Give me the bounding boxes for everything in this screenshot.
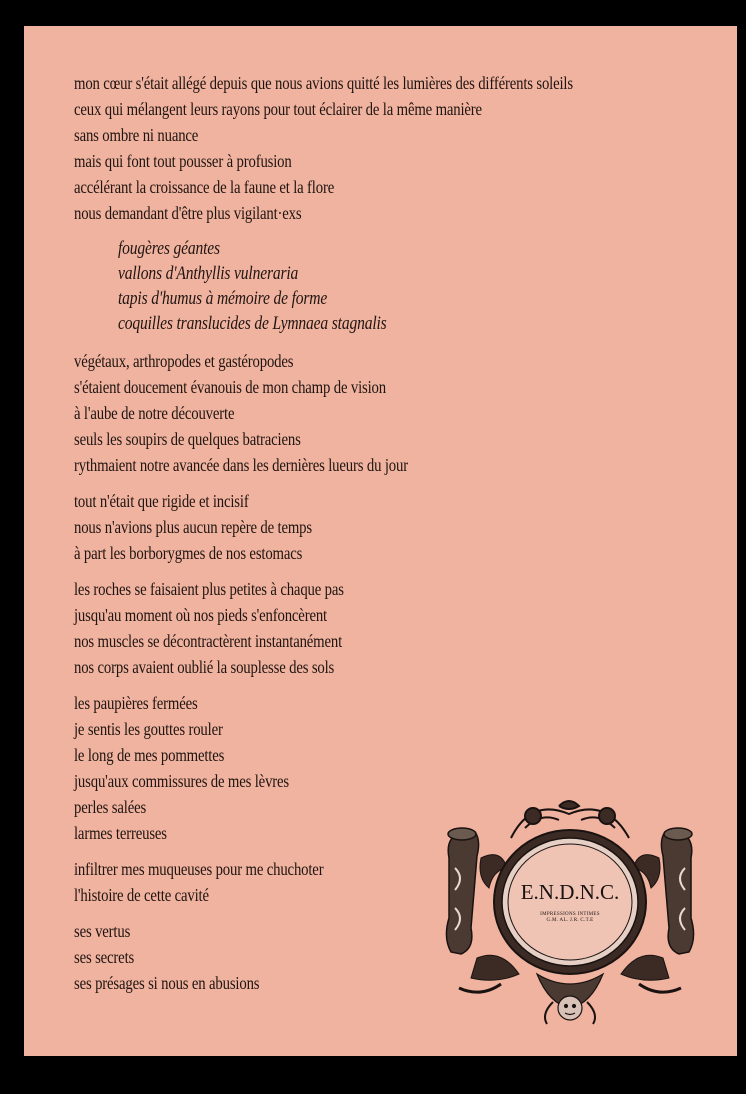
emblem-subtitle-line-2: G.M. AL. J.R. C.T.E (546, 918, 594, 923)
poem-line: nous n'avions plus aucun repère de temps (74, 517, 312, 537)
poem-line: perles salées (74, 797, 147, 817)
poem-line: nos muscles se décontractèrent instantanément (74, 631, 343, 651)
poem-line: le long de mes pommettes (74, 745, 225, 765)
emblem-title: E.N.D.N.C. (520, 880, 620, 904)
poem-line: seuls les soupirs de quelques batraciens (74, 429, 301, 449)
emblem-subtitle (441, 912, 699, 924)
poem-line: infiltrer mes muqueuses pour me chuchoter (74, 859, 324, 879)
poem-line: les paupières fermées (74, 693, 198, 713)
poem-line: larmes terreuses (74, 823, 167, 843)
poem-line: végétaux, arthropodes et gastéropodes (74, 351, 294, 371)
poem-line: tapis d'humus à mémoire de forme (118, 288, 328, 309)
poem-line: ses secrets (74, 947, 135, 967)
poem-line: ses vertus (74, 921, 131, 941)
poem-stanza (74, 488, 694, 566)
paper-page (24, 26, 737, 1056)
poem-line: jusqu'au moment où nos pieds s'enfoncèrent (74, 605, 327, 625)
poem-stanza (74, 236, 694, 336)
poem-line: ses présages si nous en abusions (74, 973, 260, 993)
emblem-subtitle-line-1: IMPRESSIONS INTIMES (540, 912, 600, 917)
poem-line: ceux qui mélangent leurs rayons pour tout éclairer de la même manière (74, 99, 482, 119)
poem-line: mais qui font tout pousser à profusion (74, 151, 292, 171)
poem-stanza (74, 70, 694, 226)
poem-line: vallons d'Anthyllis vulneraria (118, 263, 299, 284)
poem-line: coquilles translucides de Lymnaea stagnalis (118, 313, 387, 334)
poem-line: les roches se faisaient plus petites à chaque pas (74, 579, 344, 599)
poem-line: sans ombre ni nuance (74, 125, 199, 145)
poem-line: accélérant la croissance de la faune et la flore (74, 177, 335, 197)
poem-line: jusqu'aux commissures de mes lèvres (74, 771, 290, 791)
endnc-emblem (441, 798, 699, 1030)
poem-line: tout n'était que rigide et incisif (74, 491, 249, 511)
poem-line: l'histoire de cette cavité (74, 885, 209, 905)
poem-line: je sentis les gouttes rouler (74, 719, 223, 739)
poem-line: à part les borborygmes de nos estomacs (74, 543, 303, 563)
poem-line: nos corps avaient oublié la souplesse des sols (74, 657, 335, 677)
poem-line: rythmaient notre avancée dans les dernières lueurs du jour (74, 455, 408, 475)
poem-stanza (74, 576, 694, 680)
poem-line: mon cœur s'était allégé depuis que nous avions quitté les lumières des différents soleils (74, 73, 573, 93)
poem-line: fougères géantes (118, 238, 220, 259)
poem-stanza (74, 348, 694, 478)
poem-line: à l'aube de notre découverte (74, 403, 235, 423)
poem-line: s'étaient doucement évanouis de mon champ de vision (74, 377, 386, 397)
poem-line: nous demandant d'être plus vigilant·exs (74, 203, 302, 223)
